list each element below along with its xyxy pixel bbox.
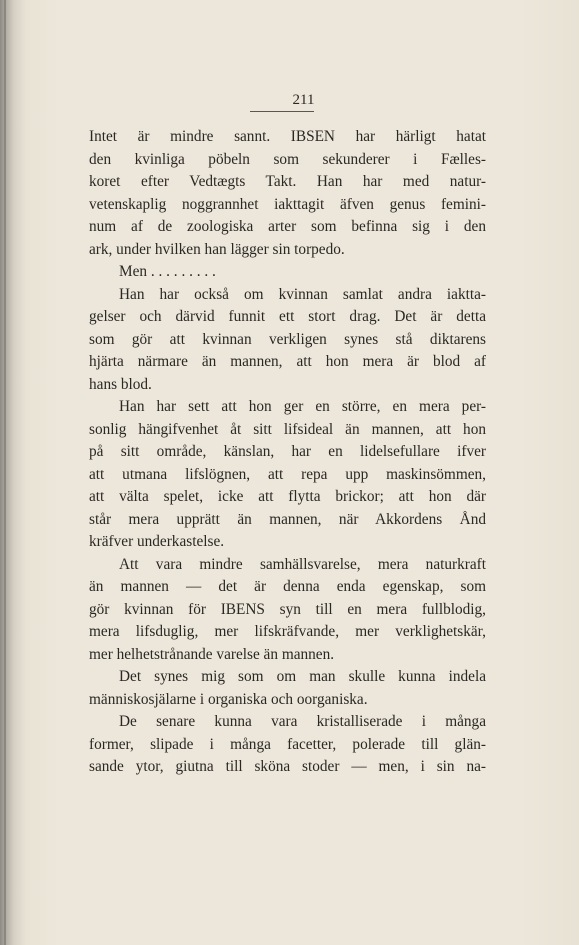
text-line: koret efter Vedtægts Takt. Han har med natur-: [89, 173, 486, 190]
text-line: ark, under hvilken han lägger sin torpedo.: [89, 240, 345, 258]
text-line: kräfver underkastelse.: [89, 533, 225, 550]
text-line: Han har också om kvinnan samlat andra iaktta-: [119, 285, 486, 303]
text-line: hjärta närmare än mannen, att hon mera är blod af: [89, 353, 486, 370]
text-line: sande ytor, giutna till sköna stoder — men, i sin na-: [89, 758, 486, 775]
text-line: Det synes mig som om man skulle kunna indela: [119, 668, 486, 685]
body-text: [89, 126, 486, 779]
text-line: står mera upprätt än mannen, när Akkordens Ånd: [89, 510, 486, 528]
text-line: Han har sett att hon ger en större, en mera per-: [119, 398, 486, 415]
text-line: mer helhetstrånande varelse än mannen.: [89, 645, 335, 663]
text-line: mera lifsduglig, mer lifskräfvande, mer verklighetskär,: [89, 623, 486, 640]
text-line: att utmana lifslögnen, att repa upp maskinsömmen,: [89, 465, 486, 483]
text-line: num af de zoologiska arter som befinna sig i den: [89, 218, 486, 235]
text-line: hans blod.: [89, 375, 152, 393]
text-line: sonlig hängifvenhet åt sitt lifsideal än mannen, att hon: [89, 420, 486, 438]
text-line: Att vara mindre samhällsvarelse, mera naturkraft: [119, 555, 486, 573]
text-line: som gör att kvinnan verkligen synes stå diktarens: [89, 330, 486, 348]
text-line: vetenskaplig noggrannhet iakttagit äfven genus femini-: [89, 195, 486, 213]
page-number: 211: [292, 92, 315, 108]
text-line: än mannen — det är denna enda egenskap, som: [89, 578, 486, 595]
text-line: den kvinliga pöbeln som sekunderer i Fælles-: [89, 150, 486, 168]
text-line: Men . . . . . . . . .: [119, 263, 216, 280]
book-spine-shadow: [4, 0, 6, 945]
text-line: gör kvinnan för IBENS syn till en mera fullblodig,: [89, 600, 486, 618]
text-line: på sitt område, känslan, har en lidelsefullare ifver: [89, 443, 486, 460]
text-line: De senare kunna vara kristalliserade i många: [119, 713, 486, 730]
text-line: Intet är mindre sannt. IBSEN har härligt hatat: [89, 128, 486, 145]
text-line: att välta spelet, icke att flytta brickor; att hon där: [89, 488, 486, 505]
header-rule: [250, 111, 314, 112]
text-line: gelser och därvid funnit ett stort drag. Det är detta: [89, 308, 486, 325]
text-line: människosjälarne i organiska och oorganiska.: [89, 690, 368, 708]
text-line: former, slipade i många facetter, polerade till glän-: [89, 735, 486, 753]
